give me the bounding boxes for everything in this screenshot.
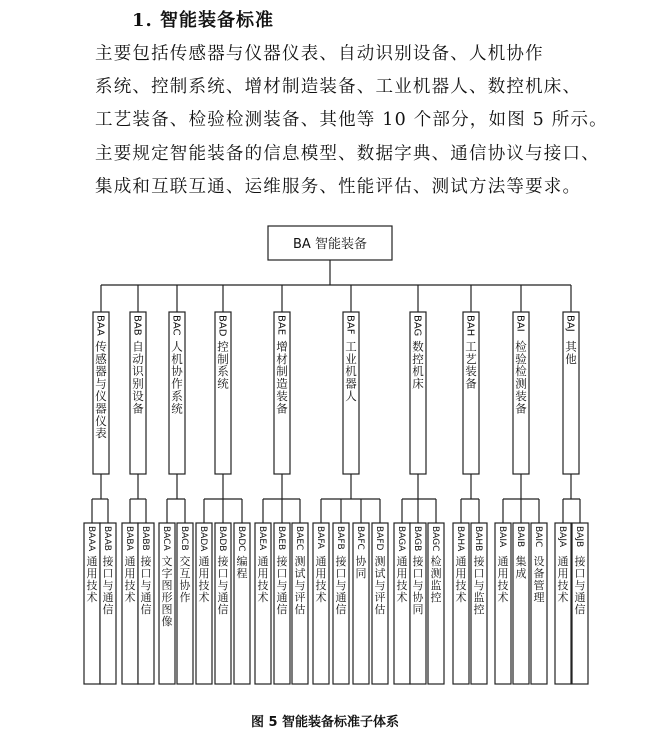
leaf-node-baab-char: 接 [102, 555, 114, 568]
branch-node-bah-char: 备 [465, 376, 477, 391]
leaf-node-baca-char: 文 [161, 555, 173, 568]
branch-node-bah-char: 工 [465, 339, 477, 354]
leaf-node-bacb-char: 交 [179, 555, 191, 568]
leaf-node-bafd-char: 估 [374, 603, 386, 616]
leaf-node-baea-code: BAEA [256, 526, 267, 551]
leaf-node-baga-code: BAGA [395, 526, 406, 552]
branch-node-bai-char: 测 [515, 376, 527, 391]
leaf-node-baba-char: 技 [124, 579, 136, 592]
branch-node-bab-char: 识 [132, 364, 144, 379]
leaf-node-bafd-code: BAFD [373, 526, 384, 551]
leaf-node-babb-char: 接 [140, 555, 152, 568]
branch-node-baj [563, 312, 579, 474]
leaf-node-baja-char: 通 [557, 555, 569, 568]
branch-node-baa-char: 表 [95, 426, 107, 441]
branch-node-baa-code: BAA [94, 315, 106, 336]
branch-node-bae-char: 备 [276, 401, 288, 416]
leaf-node-babb-char: 信 [140, 603, 152, 616]
branch-node-bai-char: 备 [515, 401, 527, 416]
leaf-node-baea-char: 术 [257, 591, 269, 604]
leaf-node-bahb-code: BAHB [472, 526, 483, 552]
leaf-node-baca-char: 图 [161, 579, 173, 592]
leaf-node-baic-code: BAIC [532, 526, 543, 548]
leaf-node-bafa-code: BAFA [314, 526, 325, 549]
leaf-node-baga-char: 用 [396, 567, 408, 580]
leaf-node-bafc-char: 协 [355, 555, 367, 568]
leaf-node-baab-code: BAAB [101, 526, 112, 551]
branch-node-bai-char: 验 [515, 351, 527, 366]
branch-node-bah-code: BAH [464, 315, 476, 337]
paragraph-line-1: 主要包括传感器与仪器仪表、自动识别设备、人机协作 [95, 44, 544, 64]
leaf-node-badb-code: BADB [216, 526, 227, 552]
leaf-node-baea-char: 通 [257, 555, 269, 568]
branch-node-bad-char: 控 [217, 339, 229, 354]
leaf-node-babb-char: 口 [140, 567, 152, 580]
leaf-node-babb-char: 通 [140, 591, 152, 604]
branch-node-baa-char: 仪 [95, 413, 107, 428]
leaf-node-baec-char: 估 [294, 603, 306, 616]
branch-node-baf-char: 人 [345, 389, 357, 403]
branch-node-bai-char: 检 [515, 339, 527, 354]
leaf-node-bagb-char: 协 [412, 591, 424, 604]
leaf-node-baia-char: 用 [497, 567, 509, 580]
leaf-node-bagb-code: BAGB [411, 526, 422, 552]
branch-node-baf-char: 机 [345, 364, 357, 379]
branch-node-baf-code: BAF [344, 315, 356, 335]
leaf-node-bahb-char: 与 [473, 579, 485, 592]
branch-node-bab-char: 自 [132, 339, 144, 354]
branch-node-bab-code: BAB [131, 315, 143, 336]
leaf-node-baba-char: 用 [124, 567, 136, 580]
leaf-node-bahb-char: 口 [473, 567, 485, 580]
paragraph-line-2: 系统、控制系统、增材制造装备、工业机器人、数控机床、 [95, 77, 582, 97]
leaf-node-baha-char: 技 [455, 579, 467, 592]
leaf-node-baga-char: 技 [396, 579, 408, 592]
branch-node-bae-code: BAE [275, 315, 287, 336]
leaf-node-baic-char: 管 [533, 579, 545, 592]
leaf-node-bada-code: BADA [197, 526, 208, 552]
branch-node-baf-char: 业 [345, 351, 357, 366]
leaf-node-bafd-char: 评 [374, 591, 386, 604]
branch-node-bae-char: 装 [276, 389, 288, 403]
branch-node-bag [410, 312, 426, 474]
branch-node-bac-char: 系 [171, 389, 183, 403]
branch-node-bah [463, 312, 479, 474]
leaf-node-baaa-char: 技 [86, 579, 98, 592]
branch-node-bag-char: 机 [412, 364, 424, 379]
branch-node-bad-char: 系 [217, 364, 229, 379]
branch-node-baj-char: 他 [565, 351, 577, 366]
leaf-node-baia-code: BAIA [496, 526, 507, 548]
branch-node-bag-char: 床 [412, 376, 424, 391]
branch-node-bac-code: BAC [170, 315, 182, 336]
leaf-node-baab-char: 信 [102, 603, 114, 616]
leaf-node-bafa-char: 技 [315, 579, 327, 592]
leaf-node-baba-char: 术 [124, 591, 136, 604]
branch-node-baa-char: 感 [95, 351, 107, 366]
leaf-node-baia-char: 通 [497, 555, 509, 568]
leaf-node-bafb-char: 与 [335, 579, 347, 592]
leaf-node-bagc-char: 检 [430, 555, 442, 568]
leaf-node-baic-char: 设 [533, 555, 545, 568]
paragraph-line-5: 集成和互联互通、运维服务、性能评估、测试方法等要求。 [95, 177, 582, 197]
branch-node-bah-char: 装 [465, 364, 477, 379]
branch-node-bac-char: 作 [171, 376, 183, 391]
branch-node-bac-char: 统 [171, 401, 183, 416]
branch-node-baa-char: 与 [95, 376, 107, 391]
branch-node-bag-code: BAG [411, 315, 423, 337]
leaf-node-bajb-char: 信 [574, 603, 586, 616]
leaf-node-baec-char: 测 [294, 555, 306, 568]
branch-node-bab-char: 别 [132, 376, 144, 391]
leaf-node-bafb-char: 接 [335, 555, 347, 568]
leaf-node-bafb-char: 通 [335, 591, 347, 604]
leaf-node-baia-char: 技 [497, 579, 509, 592]
leaf-node-baba-code: BABA [123, 526, 134, 551]
leaf-node-bahb-char: 控 [473, 603, 485, 616]
leaf-node-baic-char: 备 [533, 567, 545, 580]
leaf-node-baaa-code: BAAA [85, 526, 96, 552]
branch-node-bae-char: 增 [276, 339, 288, 354]
leaf-node-badb-char: 接 [217, 555, 229, 568]
leaf-node-baab-char: 通 [102, 591, 114, 604]
leaf-node-baca-char: 字 [161, 567, 173, 580]
leaf-node-badb-char: 口 [217, 567, 229, 580]
leaf-node-baic-char: 理 [533, 591, 545, 604]
branch-node-bad-char: 制 [217, 351, 229, 366]
leaf-node-baja-code: BAJA [556, 526, 567, 547]
leaf-node-baja-char: 技 [557, 579, 569, 592]
leaf-node-bajb-char: 通 [574, 591, 586, 604]
leaf-node-baja-char: 用 [557, 567, 569, 580]
leaf-node-bacb-char: 互 [179, 567, 191, 580]
leaf-node-bagb-char: 口 [412, 567, 424, 580]
leaf-node-badb-char: 通 [217, 591, 229, 604]
branch-node-baa-char: 传 [95, 339, 107, 354]
leaf-node-badc-char: 程 [236, 567, 248, 580]
leaf-node-bafa-char: 通 [315, 555, 327, 568]
leaf-node-bagc-char: 监 [430, 579, 442, 592]
branch-node-baf-char: 器 [345, 376, 357, 391]
leaf-node-baba-char: 通 [124, 555, 136, 568]
leaf-node-baga-char: 术 [396, 591, 408, 604]
leaf-node-baec-code: BAEC [293, 526, 304, 551]
leaf-node-bajb-char: 口 [574, 567, 586, 580]
leaf-node-bagb-char: 同 [412, 603, 424, 616]
leaf-node-baha-code: BAHA [454, 526, 465, 552]
leaf-node-badb-char: 与 [217, 579, 229, 592]
branch-node-bah-char: 艺 [465, 351, 477, 366]
leaf-node-baeb-char: 通 [276, 591, 288, 604]
branch-node-bai-code: BAI [514, 315, 526, 332]
paragraph-line-4: 主要规定智能装备的信息模型、数据字典、通信协议与接口、 [95, 144, 600, 164]
branch-node-bac-char: 人 [171, 339, 183, 354]
leaf-node-bafc-code: BAFC [354, 526, 365, 550]
leaf-node-bafd-char: 与 [374, 579, 386, 592]
leaf-node-bahb-char: 接 [473, 555, 485, 568]
paragraph-line-3: 工艺装备、检验检测装备、其他等 10 个部分，如图 5 所示。 [95, 110, 608, 130]
branch-node-baa-char: 仪 [95, 389, 107, 403]
leaf-node-baec-char: 评 [294, 591, 306, 604]
leaf-node-baca-char: 形 [161, 591, 173, 604]
leaf-node-babb-code: BABB [139, 526, 150, 551]
leaf-node-baec-char: 与 [294, 579, 306, 592]
leaf-node-bacb-code: BACB [178, 526, 189, 551]
branch-node-bai-char: 装 [515, 389, 527, 403]
leaf-node-baib-char: 集 [515, 555, 527, 568]
leaf-node-bafd-char: 测 [374, 555, 386, 568]
leaf-node-bagc-char: 控 [430, 591, 442, 604]
leaf-node-bahb-char: 监 [473, 591, 485, 604]
leaf-node-bafa-char: 用 [315, 567, 327, 580]
leaf-node-bada-char: 通 [198, 555, 210, 568]
leaf-node-babb-char: 与 [140, 579, 152, 592]
branch-node-bab-char: 动 [132, 351, 144, 366]
leaf-node-baeb-char: 与 [276, 579, 288, 592]
branch-node-bag-char: 控 [412, 351, 424, 366]
leaf-node-baeb-char: 接 [276, 555, 288, 568]
leaf-node-baeb-code: BAEB [275, 526, 286, 551]
branch-node-baj-code: BAJ [564, 315, 576, 332]
leaf-node-baaa-char: 通 [86, 555, 98, 568]
branch-node-bab-char: 备 [132, 401, 144, 416]
section-heading: 1. 智能装备标准 [132, 10, 275, 31]
leaf-node-baab-char: 与 [102, 579, 114, 592]
leaf-node-baea-char: 用 [257, 567, 269, 580]
leaf-node-baaa-char: 用 [86, 567, 98, 580]
leaf-node-baga-char: 通 [396, 555, 408, 568]
leaf-node-baia-char: 术 [497, 591, 509, 604]
leaf-node-baha-char: 通 [455, 555, 467, 568]
leaf-node-bacb-char: 作 [179, 591, 191, 604]
leaf-node-baec-char: 试 [294, 567, 306, 580]
branch-node-bac-char: 机 [171, 351, 183, 366]
branch-node-baj-char: 其 [565, 339, 577, 354]
leaf-node-baca-char: 像 [161, 615, 173, 628]
leaf-node-baha-char: 用 [455, 567, 467, 580]
leaf-node-baeb-char: 信 [276, 603, 288, 616]
branch-node-bae-char: 材 [276, 351, 288, 366]
leaf-node-bafb-char: 信 [335, 603, 347, 616]
leaf-node-baha-char: 术 [455, 591, 467, 604]
root-node-label: BA 智能装备 [293, 237, 367, 252]
leaf-node-bada-char: 用 [198, 567, 210, 580]
branch-node-bad-char: 统 [217, 376, 229, 391]
leaf-node-bafa-char: 术 [315, 591, 327, 604]
leaf-node-bada-char: 术 [198, 591, 210, 604]
leaf-node-baeb-char: 口 [276, 567, 288, 580]
leaf-node-badc-char: 编 [236, 555, 248, 568]
branch-node-bac-char: 协 [171, 364, 183, 379]
leaf-node-bagc-char: 测 [430, 567, 442, 580]
leaf-node-bagb-char: 与 [412, 579, 424, 592]
branch-node-baf-char: 工 [345, 339, 357, 354]
branch-node-bad-code: BAD [216, 315, 228, 337]
leaf-node-baab-char: 口 [102, 567, 114, 580]
leaf-node-bafb-char: 口 [335, 567, 347, 580]
branch-node-baa-char: 器 [95, 364, 107, 379]
leaf-node-badb-char: 信 [217, 603, 229, 616]
leaf-node-baaa-char: 术 [86, 591, 98, 604]
leaf-node-baca-char: 图 [161, 603, 173, 616]
leaf-node-baja-char: 术 [557, 591, 569, 604]
leaf-node-bada-char: 技 [198, 579, 210, 592]
leaf-node-bafc-char: 同 [355, 567, 367, 580]
branch-node-bai-char: 检 [515, 364, 527, 379]
leaf-node-baib-char: 成 [515, 567, 527, 580]
branch-node-bab-char: 设 [132, 389, 144, 403]
leaf-node-bajb-code: BAJB [573, 526, 584, 548]
leaf-node-bagb-char: 接 [412, 555, 424, 568]
figure-caption: 图 5 智能装备标准子体系 [250, 715, 400, 730]
leaf-node-bafd-char: 试 [374, 567, 386, 580]
leaf-node-bajb-char: 与 [574, 579, 586, 592]
branch-node-bae-char: 造 [276, 376, 288, 391]
leaf-node-baib-code: BAIB [514, 526, 525, 548]
branch-node-bag-char: 数 [412, 339, 424, 354]
leaf-node-bajb-char: 接 [574, 555, 586, 568]
leaf-node-baca-code: BACA [160, 526, 171, 551]
branch-node-bae-char: 制 [276, 364, 288, 379]
leaf-node-badc-code: BADC [235, 526, 246, 552]
leaf-node-bacb-char: 协 [179, 579, 191, 592]
leaf-node-baea-char: 技 [257, 579, 269, 592]
leaf-node-bagc-code: BAGC [429, 526, 440, 552]
leaf-node-bafb-code: BAFB [334, 526, 345, 550]
branch-node-baa-char: 器 [95, 401, 107, 416]
